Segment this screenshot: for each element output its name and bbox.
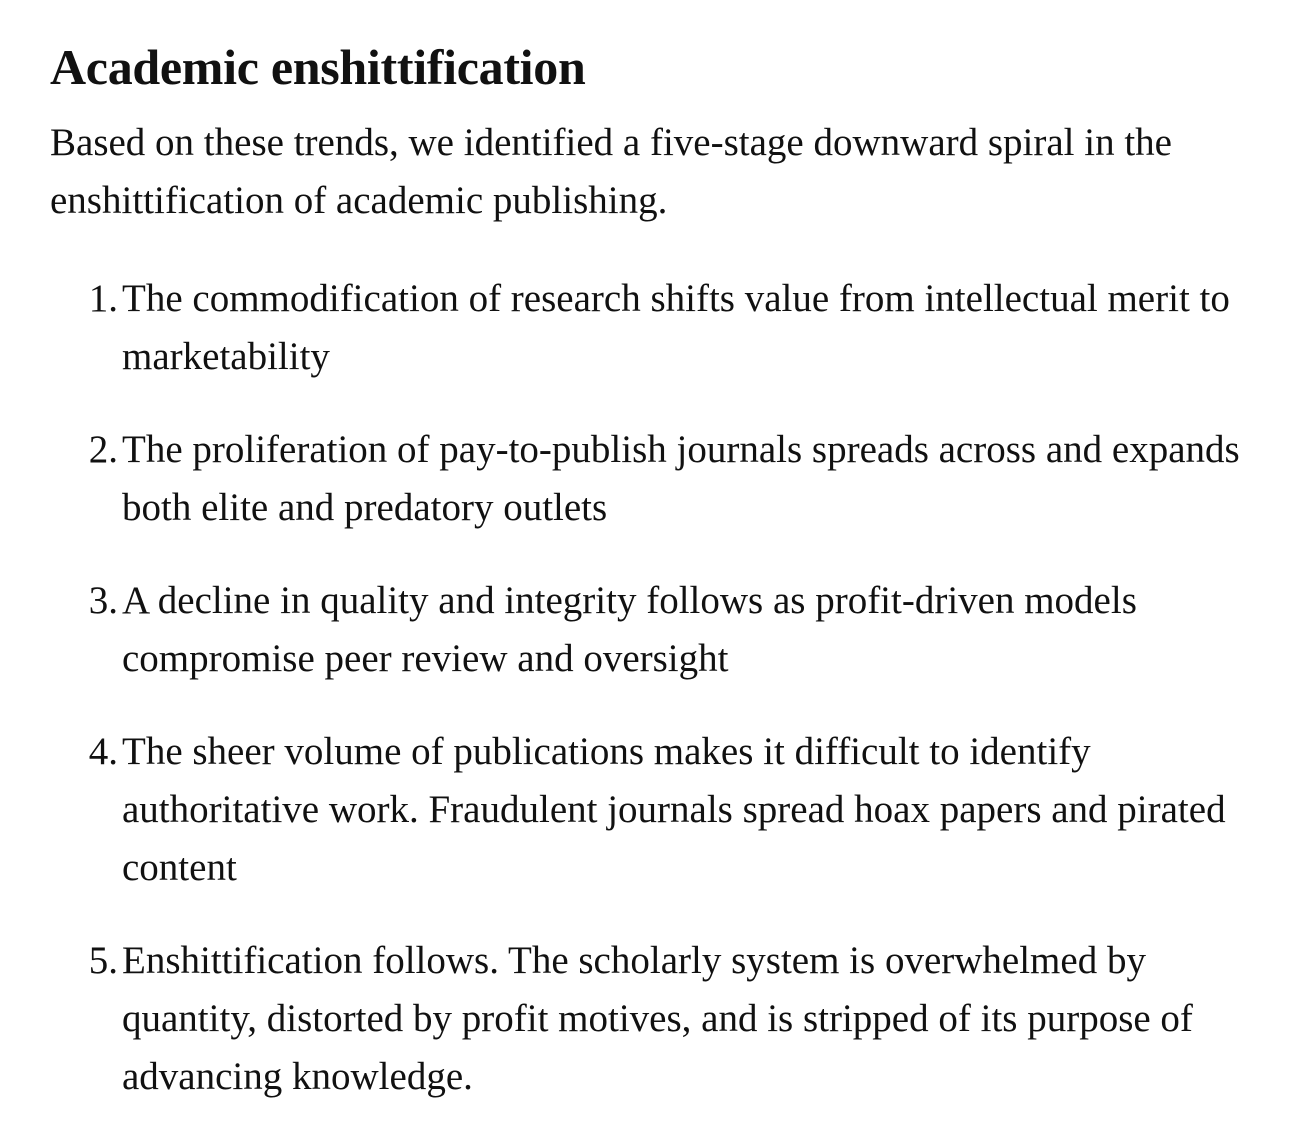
stage-number: 4. [88, 730, 118, 773]
stage-list-item-5 [50, 932, 1256, 1106]
stage-number: 2. [88, 428, 118, 471]
stage-number: 1. [88, 277, 118, 320]
stage-text: The proliferation of pay-to-publish journals spreads across and expands both elite and predatory outlets [122, 428, 1240, 529]
article-title: Academic enshittification [50, 39, 586, 95]
stage-number: 5. [88, 939, 118, 982]
stage-text: The sheer volume of publications makes it difficult to identify authoritative work. Fraudulent journals spread hoax papers and pirated content [122, 730, 1226, 889]
stage-text: A decline in quality and integrity follows as profit-driven models compromise peer review and oversight [122, 579, 1137, 680]
stage-list-item-3 [50, 572, 1256, 688]
stage-text: The commodification of research shifts value from intellectual merit to marketability [122, 277, 1230, 378]
intro-paragraph: Based on these trends, we identified a five-stage downward spiral in the enshittification of academic publishing. [50, 121, 1172, 222]
stage-list [50, 270, 1256, 1106]
stage-list-item-2 [50, 421, 1256, 537]
stage-list-item-1 [50, 270, 1256, 386]
stage-number: 3. [88, 579, 118, 622]
stage-text: Enshittification follows. The scholarly system is overwhelmed by quantity, distorted by profit motives, and is stripped of its purpose of advancing knowledge. [122, 939, 1193, 1098]
stage-list-item-4 [50, 723, 1256, 897]
